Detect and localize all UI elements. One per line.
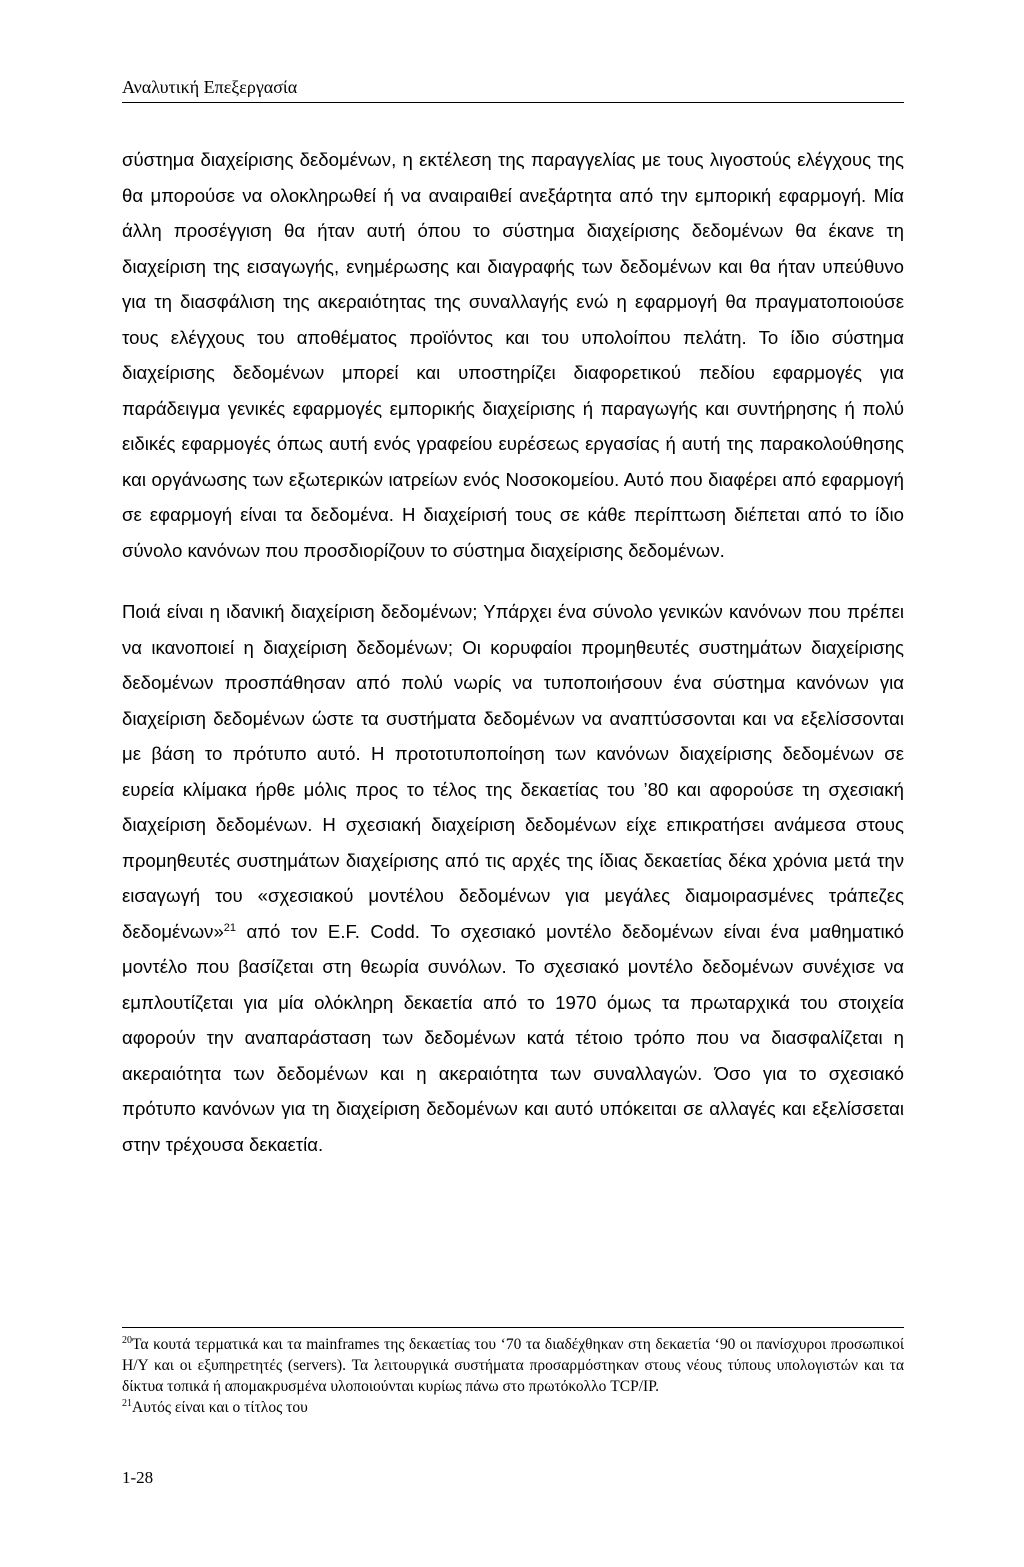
footnote-20-text: Τα κουτά τερματικά και τα mainframes της δεκαετίας του ‘70 τα διαδέχθηκαν στη δεκαετία ‘90 οι πανίσχυροι προσωπικοί Η/Υ και οι εξυπηρετητές (servers). Τα λειτουργικά συστήματα προσαρμόστηκαν στους νέους τύπους υπολογιστών και τα δίκτυα τοπικά ή απομακρυσμένα υλοποιούνται κυρίως πάνω στο πρωτόκολλο TCP/IP.: [122, 1336, 904, 1395]
footnote-21: [122, 1397, 904, 1418]
paragraph-1: σύστημα διαχείρισης δεδομένων, η εκτέλεση της παραγγελίας με τους λιγοστούς ελέγχους της θα μπορούσε να ολοκληρωθεί ή να αναιραιθεί ανεξάρτητα από την εμπορική εφαρμογή. Μία άλλη προσέγγιση θα ήταν αυτή όπου το σύστημα διαχείρισης δεδομένων θα έκανε τη διαχείριση της εισαγωγής, ενημέρωσης και διαγραφής των δεδομένων και θα ήταν υπεύθυνο για τη διασφάλιση της ακεραιότητας της συναλλαγής ενώ η εφαρμογή θα πραγματοποιούσε τους ελέγχους του αποθέματος προϊόντος και του υπολοίπου πελάτη. Το ίδιο σύστημα διαχείρισης δεδομένων μπορεί και υποστηρίζει διαφορετικού πεδίου εφαρμογές για παράδειγμα γενικές εφαρμογές εμπορικής διαχείρισης ή παραγωγής και συντήρησης ή πολύ ειδικές εφαρμογές όπως αυτή ενός γραφείου ευρέσεως εργασίας ή αυτή της παρακολούθησης και οργάνωσης των εξωτερικών ιατρείων ενός Νοσοκομείου. Αυτό που διαφέρει από εφαρμογή σε εφαρμογή είναι τα δεδομένα. Η διαχείρισή τους σε κάθε περίπτωση διέπεται από το ίδιο σύνολο κανόνων που προσδιορίζουν το σύστημα διαχείρισης δεδομένων.: [122, 149, 904, 561]
page-number: 1-28: [122, 1468, 154, 1487]
footnote-21-text: Αυτός είναι και ο τίτλος του: [132, 1399, 308, 1416]
footnote-mark-20: 20: [122, 1334, 132, 1346]
paragraph-2: [122, 594, 904, 1162]
footnotes: [122, 1334, 904, 1418]
body-text: [122, 142, 904, 1162]
paragraph-2-part-2: από τον E.F. Codd. Το σχεσιακό μοντέλο δεδομένων είναι ένα μαθηματικό μοντέλο που βασίζεται στη θεωρία συνόλων. Το σχεσιακό μοντέλο δεδομένων συνέχισε να εμπλουτίζεται για μία ολόκληρη δεκαετία από το 1970 όμως τα πρωταρχικά του στοιχεία αφορούν την αναπαράσταση των δεδομένων κατά τέτοιο τρόπο που να διασφαλίζεται η ακεραιότητα των δεδομένων και η ακεραιότητα των συναλλαγών. Όσο για το σχεσιακό πρότυπο κανόνων για τη διαχείριση δεδομένων και αυτό υπόκειται σε αλλαγές και εξελίσσεται στην τρέχουσα δεκαετία.: [122, 920, 904, 1155]
paragraph-2-part-1: Ποιά είναι η ιδανική διαχείριση δεδομένων; Υπάρχει ένα σύνολο γενικών κανόνων που πρέπει να ικανοποιεί η διαχείριση δεδομένων; Οι κορυφαίοι προμηθευτές συστημάτων διαχείρισης δεδομένων προσπάθησαν από πολύ νωρίς να τυποποιήσουν ένα σύστημα κανόνων για διαχείριση δεδομένων ώστε τα συστήματα δεδομένων να αναπτύσσονται και να εξελίσσονται με βάση το πρότυπο αυτό. Η προτοτυποποίηση των κανόνων διαχείρισης δεδομένων σε ευρεία κλίμακα ήρθε μόλις προς το τέλος της δεκαετίας του ’80 και αφορούσε τη σχεσιακή διαχείριση δεδομένων. Η σχεσιακή διαχείριση δεδομένων είχε επικρατήσει ανάμεσα στους προμηθευτές συστημάτων διαχείρισης από τις αρχές της ίδιας δεκαετίας δέκα χρόνια μετά την εισαγωγή του «σχεσιακού μοντέλου δεδομένων για μεγάλες διαμοιρασμένες τράπεζες δεδομένων»: [122, 601, 904, 942]
footnote-20: [122, 1334, 904, 1397]
running-header-title: Αναλυτική Επεξεργασία: [122, 77, 298, 97]
running-header: [122, 76, 904, 103]
footnote-reference-21[interactable]: 21: [223, 921, 237, 934]
footnote-separator: [122, 1327, 904, 1328]
footnote-mark-21: 21: [122, 1397, 132, 1409]
